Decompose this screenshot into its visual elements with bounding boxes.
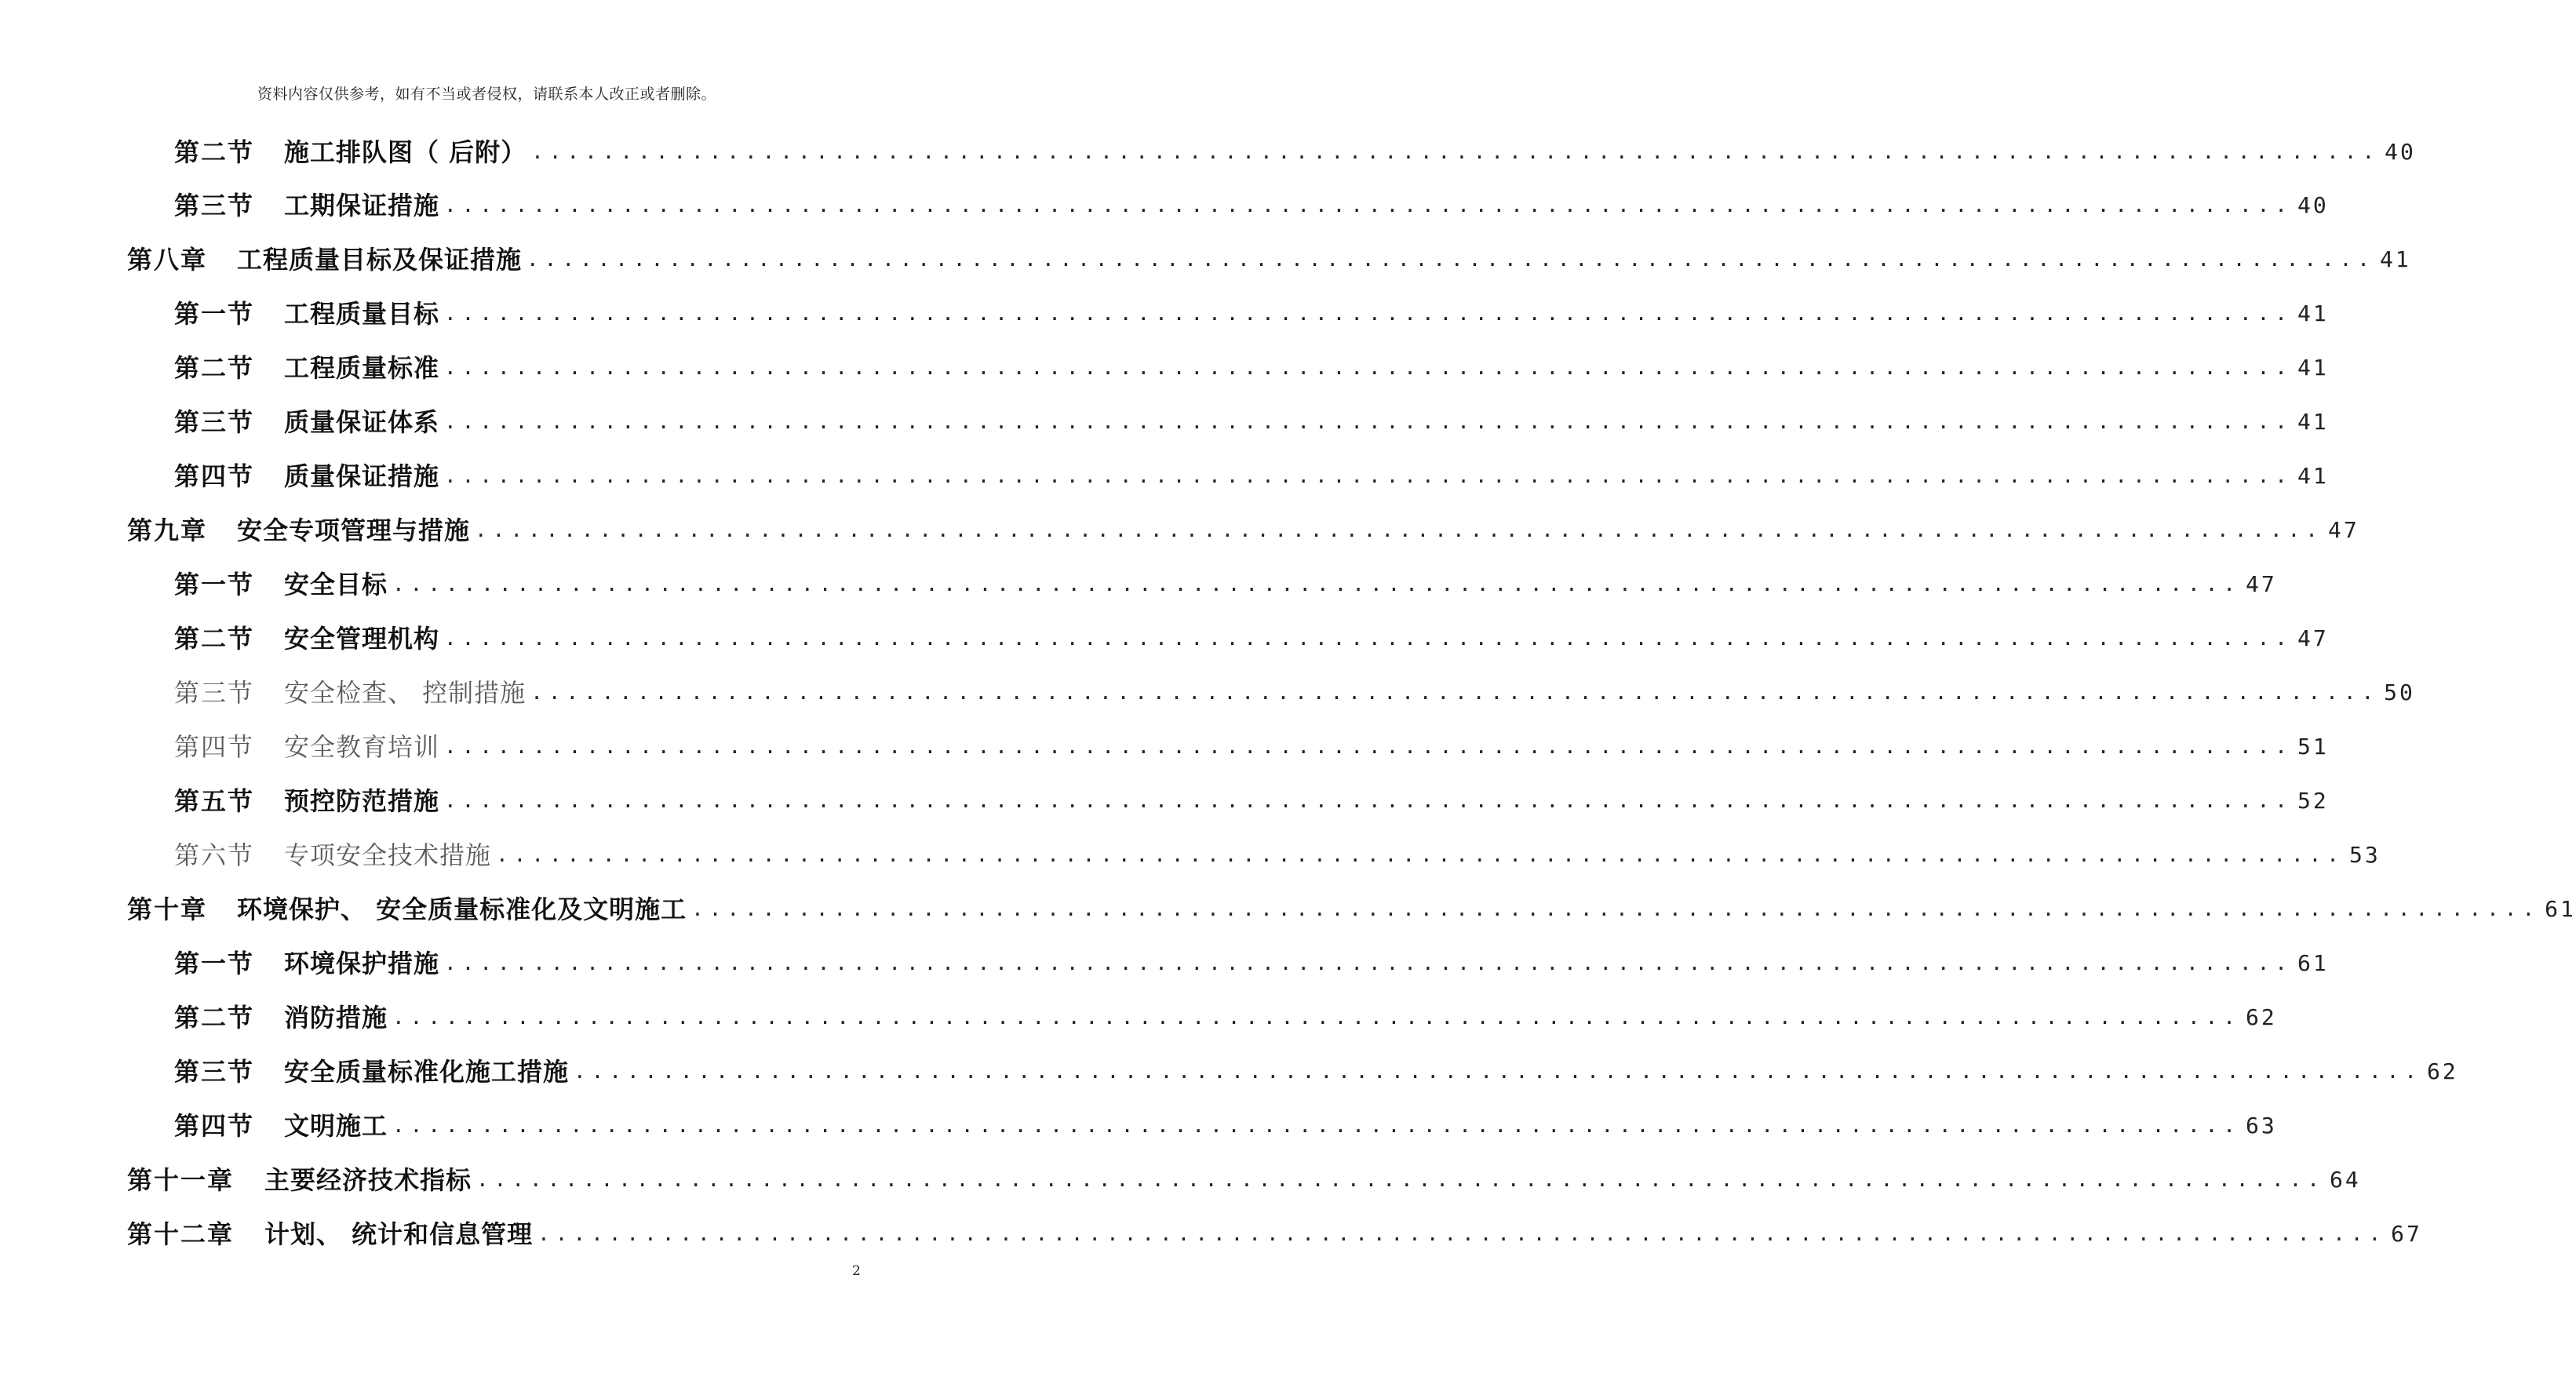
header-disclaimer: 资料内容仅供参考，如有不当或者侵权，请联系本人改正或者删除。 <box>257 86 716 103</box>
toc-entry-label: 第二节 <box>174 137 255 167</box>
toc-entry-label: 第八章 <box>127 245 208 275</box>
toc-entry-page: 41 <box>2297 355 2329 381</box>
toc-entry-page: 62 <box>2245 1004 2277 1030</box>
page-number: 2 <box>852 1263 861 1279</box>
toc-entry-page: 41 <box>2379 246 2411 272</box>
toc-entry-title: 安全目标 <box>284 570 388 599</box>
toc-entry-title: 工程质量标准 <box>284 353 440 383</box>
toc-dot-leader: ........................................................................................................ <box>531 140 2381 164</box>
toc-entry-label: 第一节 <box>174 299 255 329</box>
toc-entry-title: 文明施工 <box>284 1111 388 1141</box>
toc-entry-title: 环境保护、 安全质量标准化及文明施工 <box>237 894 687 924</box>
toc-entry-page: 63 <box>2245 1113 2277 1138</box>
toc-entry[interactable] <box>174 946 2329 981</box>
toc-dot-leader: ........................................................................................................ <box>496 843 2345 867</box>
toc-dot-leader: ........................................................................................................ <box>444 789 2293 813</box>
toc-entry[interactable] <box>174 135 2416 169</box>
toc-entry[interactable] <box>174 567 2277 602</box>
toc-dot-leader: ........................................................................................................ <box>392 1114 2241 1138</box>
toc-entry[interactable] <box>174 1000 2277 1035</box>
toc-entry-page: 47 <box>2327 517 2359 543</box>
toc-entry-title: 安全检查、 控制措施 <box>284 678 526 708</box>
toc-entry[interactable] <box>127 513 2359 548</box>
toc-entry[interactable] <box>127 892 2576 927</box>
toc-entry-label: 第二节 <box>174 1003 255 1033</box>
toc-entry-page: 41 <box>2297 409 2329 435</box>
toc-entry[interactable] <box>174 730 2329 764</box>
toc-entry-page: 64 <box>2329 1167 2361 1193</box>
toc-entry-title: 安全质量标准化施工措施 <box>284 1057 570 1087</box>
toc-entry-label: 第三节 <box>174 407 255 437</box>
toc-entry-label: 第四节 <box>174 461 255 491</box>
toc-entry-page: 40 <box>2385 139 2416 165</box>
toc-entry-title: 消防措施 <box>284 1003 388 1033</box>
toc-entry-page: 50 <box>2384 679 2415 705</box>
toc-entry-title: 质量保证体系 <box>284 407 440 437</box>
toc-entry[interactable] <box>174 351 2329 385</box>
toc-entry[interactable] <box>174 1055 2458 1089</box>
toc-entry-page: 61 <box>2545 896 2576 922</box>
toc-entry-label: 第九章 <box>127 515 208 545</box>
toc-entry[interactable] <box>174 297 2329 331</box>
toc-entry[interactable] <box>127 1217 2422 1251</box>
toc-entry-page: 51 <box>2297 734 2329 760</box>
toc-entry-title: 安全教育培训 <box>284 732 440 762</box>
toc-dot-leader: ........................................................................................................ <box>444 302 2293 326</box>
toc-dot-leader: ........................................................................................................ <box>476 1168 2325 1192</box>
toc-dot-leader: ........................................................................................................ <box>444 410 2293 434</box>
toc-entry-label: 第十章 <box>127 894 208 924</box>
toc-entry-label: 第三节 <box>174 191 255 220</box>
toc-entry-page: 61 <box>2297 950 2329 976</box>
toc-dot-leader: ........................................................................................................ <box>526 248 2375 271</box>
toc-entry-page: 62 <box>2426 1058 2458 1084</box>
toc-dot-leader: ........................................................................................................ <box>444 952 2293 975</box>
toc-entry-title: 安全专项管理与措施 <box>237 515 471 545</box>
toc-entry[interactable] <box>127 242 2411 277</box>
toc-entry-title: 质量保证措施 <box>284 461 440 491</box>
toc-entry-title: 主要经济技术指标 <box>264 1165 472 1195</box>
toc-entry[interactable] <box>174 459 2329 494</box>
toc-entry-label: 第四节 <box>174 732 255 762</box>
toc-entry-page: 53 <box>2348 842 2381 868</box>
toc-entry-page: 47 <box>2245 571 2277 597</box>
toc-entry-label: 第一节 <box>174 949 255 978</box>
toc-dot-leader: ........................................................................................................ <box>444 356 2293 380</box>
toc-entry-label: 第十二章 <box>127 1219 235 1249</box>
toc-entry-title: 工程质量目标及保证措施 <box>237 245 523 275</box>
toc-entry-page: 41 <box>2297 463 2329 489</box>
toc-entry-title: 安全管理机构 <box>284 624 440 654</box>
toc-entry[interactable] <box>174 838 2381 872</box>
toc-entry[interactable] <box>174 676 2415 710</box>
toc-entry[interactable] <box>174 1109 2277 1143</box>
toc-dot-leader: ........................................................................................................ <box>392 1006 2241 1029</box>
toc-entry-page: 41 <box>2297 301 2329 326</box>
toc-entry-title: 施工排队图（ 后附） <box>284 137 527 167</box>
toc-entry-page: 67 <box>2391 1221 2422 1247</box>
toc-entry-label: 第一节 <box>174 570 255 599</box>
toc-dot-leader: ........................................................................................................ <box>444 627 2293 650</box>
toc-dot-leader: ........................................................................................................ <box>475 519 2323 542</box>
toc-entry[interactable] <box>174 405 2329 439</box>
toc-entry-label: 第四节 <box>174 1111 255 1141</box>
toc-entry-title: 预控防范措施 <box>284 786 440 816</box>
toc-entry-page: 40 <box>2297 192 2329 218</box>
toc-dot-leader: ........................................................................................................ <box>537 1222 2387 1246</box>
toc-entry-page: 47 <box>2297 625 2329 651</box>
toc-entry-title: 计划、 统计和信息管理 <box>264 1219 534 1249</box>
toc-dot-leader: ........................................................................................................ <box>444 464 2293 488</box>
toc-entry-label: 第六节 <box>174 840 255 870</box>
toc-dot-leader: ........................................................................................................ <box>574 1060 2422 1084</box>
toc-dot-leader: ........................................................................................................ <box>444 194 2293 217</box>
toc-entry-label: 第三节 <box>174 1057 255 1087</box>
toc-entry-label: 第三节 <box>174 678 255 708</box>
toc-entry-title: 工程质量目标 <box>284 299 440 329</box>
toc-entry-title: 环境保护措施 <box>284 949 440 978</box>
toc-dot-leader: ........................................................................................................ <box>392 573 2241 596</box>
toc-dot-leader: ........................................................................................................ <box>691 898 2541 921</box>
toc-entry-label: 第二节 <box>174 353 255 383</box>
toc-entry-label: 第五节 <box>174 786 255 816</box>
toc-entry-page: 52 <box>2297 788 2329 814</box>
toc-entry[interactable] <box>127 1163 2361 1197</box>
toc-entry-label: 第二节 <box>174 624 255 654</box>
toc-entry-label: 第十一章 <box>127 1165 235 1195</box>
toc-entry[interactable] <box>174 621 2329 656</box>
toc-entry[interactable] <box>174 784 2329 818</box>
toc-dot-leader: ........................................................................................................ <box>444 735 2293 759</box>
toc-entry[interactable] <box>174 188 2329 223</box>
toc-entry-title: 工期保证措施 <box>284 191 440 220</box>
toc-dot-leader: ........................................................................................................ <box>530 681 2380 705</box>
toc-entry-title: 专项安全技术措施 <box>284 840 492 870</box>
